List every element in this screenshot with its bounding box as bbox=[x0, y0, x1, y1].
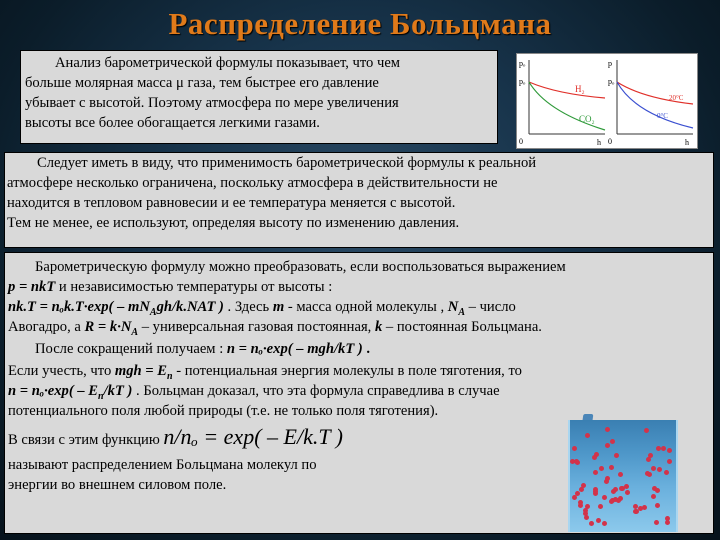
molecule-dot bbox=[665, 516, 670, 521]
body-line: Авогадро, а $R = k\cdot N_A$ – универсальная газовая постоянная, k – постоянная Больцмана. bbox=[8, 319, 542, 338]
formula-pressure: $nk.T = n_ok.T\cdot\exp( - mN_Agh/k.NAT$ ) bbox=[8, 299, 224, 318]
molecule-dot bbox=[618, 472, 623, 477]
molecule-dot bbox=[593, 470, 598, 475]
molecule-dot bbox=[645, 471, 650, 476]
molecule-dot bbox=[575, 491, 580, 496]
cold-curve bbox=[617, 82, 693, 128]
molecule-dot bbox=[648, 453, 653, 458]
intro-line: убывает с высотой. Поэтому атмосфера по мере увеличения bbox=[25, 95, 399, 111]
slide-title: Распределение Больцмана bbox=[168, 6, 552, 41]
molecule-dot bbox=[665, 520, 670, 525]
warm-label: 20°C bbox=[669, 94, 684, 102]
molecule-dot bbox=[654, 520, 659, 525]
molecule-dot bbox=[585, 433, 590, 438]
molecule-dot bbox=[624, 484, 629, 489]
formula-energy: $n = n_o\cdot\exp( - E_п/kT$ ) bbox=[8, 383, 133, 402]
body-line: называют распределением Больцмана молекул по bbox=[8, 457, 317, 473]
molecule-dot bbox=[605, 427, 610, 432]
molecule-dot bbox=[602, 495, 607, 500]
pressure-height-figure bbox=[516, 53, 698, 149]
molecule-dot bbox=[619, 486, 624, 491]
molecule-dot bbox=[667, 459, 672, 464]
molecule-dot bbox=[605, 476, 610, 481]
formula-p-nkt: p = nkT bbox=[8, 279, 56, 295]
molecule-dot bbox=[570, 459, 575, 464]
molecule-dot bbox=[633, 509, 638, 514]
molecule-dot bbox=[664, 470, 669, 475]
molecule-dot bbox=[667, 448, 672, 453]
pressure-graphs bbox=[517, 54, 697, 148]
right-y-label: p bbox=[608, 59, 612, 68]
molecule-tube-image bbox=[568, 420, 678, 532]
note-line: Следует иметь в виду, что применимость барометрической формулы к реальной bbox=[37, 155, 537, 171]
co2-label: CO₂ bbox=[579, 114, 595, 124]
body-line: $n = n_o\cdot\exp( - E_п/kT$ ) . Больцман доказал, что эта формула справедлива в случае bbox=[8, 383, 500, 402]
molecule-dot bbox=[605, 443, 610, 448]
molecule-dot bbox=[593, 489, 598, 494]
body-line: Если учесть, что mgh = $E_п$ - потенциальная энергия молекулы в поле тяготения, то bbox=[8, 363, 522, 382]
intro-line: больше молярная масса μ газа, тем быстрее его давление bbox=[25, 75, 379, 91]
left-p0-label: pₒ bbox=[519, 77, 526, 86]
molecule-dot bbox=[661, 446, 666, 451]
note-text-box bbox=[4, 152, 714, 248]
molecule-dot bbox=[655, 503, 660, 508]
h2-label: H₂ bbox=[575, 84, 585, 94]
molecule-dot bbox=[609, 465, 614, 470]
molecule-dot bbox=[578, 500, 583, 505]
molecule-dot bbox=[644, 428, 649, 433]
molecule-dot bbox=[572, 446, 577, 451]
molecule-dot bbox=[581, 483, 586, 488]
molecule-dot bbox=[611, 489, 616, 494]
left-origin-label: 0 bbox=[519, 137, 523, 146]
note-line: атмосфере несколько ограничена, поскольку атмосфера в действительности не bbox=[7, 175, 498, 191]
body-line: p = nkT и независимостью температуры от высоты : bbox=[8, 279, 333, 295]
left-y-label: pₒ bbox=[519, 59, 526, 68]
right-origin-label: 0 bbox=[608, 137, 612, 146]
intro-line: Анализ барометрической формулы показывает, что чем bbox=[55, 55, 401, 71]
left-x-label: h bbox=[597, 138, 601, 147]
note-line: находится в тепловом равновесии и ее температура меняется с высотой. bbox=[7, 195, 456, 211]
body-line: потенциального поля любой природы (т.е. не только поля тяготения). bbox=[8, 403, 439, 419]
note-line: Тем не менее, ее используют, определяя высоту по изменению давления. bbox=[7, 215, 460, 231]
molecule-dot bbox=[657, 467, 662, 472]
molecule-dot bbox=[602, 521, 607, 526]
molecule-dot bbox=[625, 490, 630, 495]
molecule-dot bbox=[638, 506, 643, 511]
formula-boltzmann: n/nₒ = exp( – E/k.T ) bbox=[163, 424, 343, 449]
body-line: энергии во внешнем силовом поле. bbox=[8, 477, 227, 493]
intro-text-box bbox=[20, 50, 498, 144]
molecule-dot bbox=[651, 494, 656, 499]
molecule-dot bbox=[592, 455, 597, 460]
molecule-dot bbox=[616, 498, 621, 503]
molecule-dot bbox=[599, 466, 604, 471]
body-line: После сокращений получаем : n = nₒ·exp( – mgh/kT ) . bbox=[35, 341, 371, 357]
right-p0-label: pₒ bbox=[608, 77, 615, 86]
molecule-dot bbox=[655, 488, 660, 493]
intro-line: высоты все более обогащается легкими газами. bbox=[25, 115, 320, 131]
molecule-dot bbox=[651, 466, 656, 471]
molecule-dot bbox=[614, 453, 619, 458]
molecule-dot bbox=[596, 518, 601, 523]
body-line: В связи с этим функцию n/nₒ = exp( – E/k.T ) bbox=[8, 424, 343, 449]
molecule-dot bbox=[572, 495, 577, 500]
cold-label: 0°C bbox=[657, 112, 668, 120]
right-x-label: h bbox=[685, 138, 689, 147]
formula-n: n = nₒ·exp( – mgh/kT ) bbox=[226, 341, 363, 357]
body-line: $nk.T = n_ok.T\cdot\exp( - mN_Agh/k.NAT$ ) . Здесь m - масса одной молекулы , $N_A$ – число bbox=[8, 299, 516, 318]
body-line: Барометрическую формулу можно преобразовать, если воспользоваться выражением bbox=[35, 259, 566, 275]
molecule-dot bbox=[598, 504, 603, 509]
molecule-dot bbox=[610, 439, 615, 444]
molecule-dot bbox=[589, 521, 594, 526]
